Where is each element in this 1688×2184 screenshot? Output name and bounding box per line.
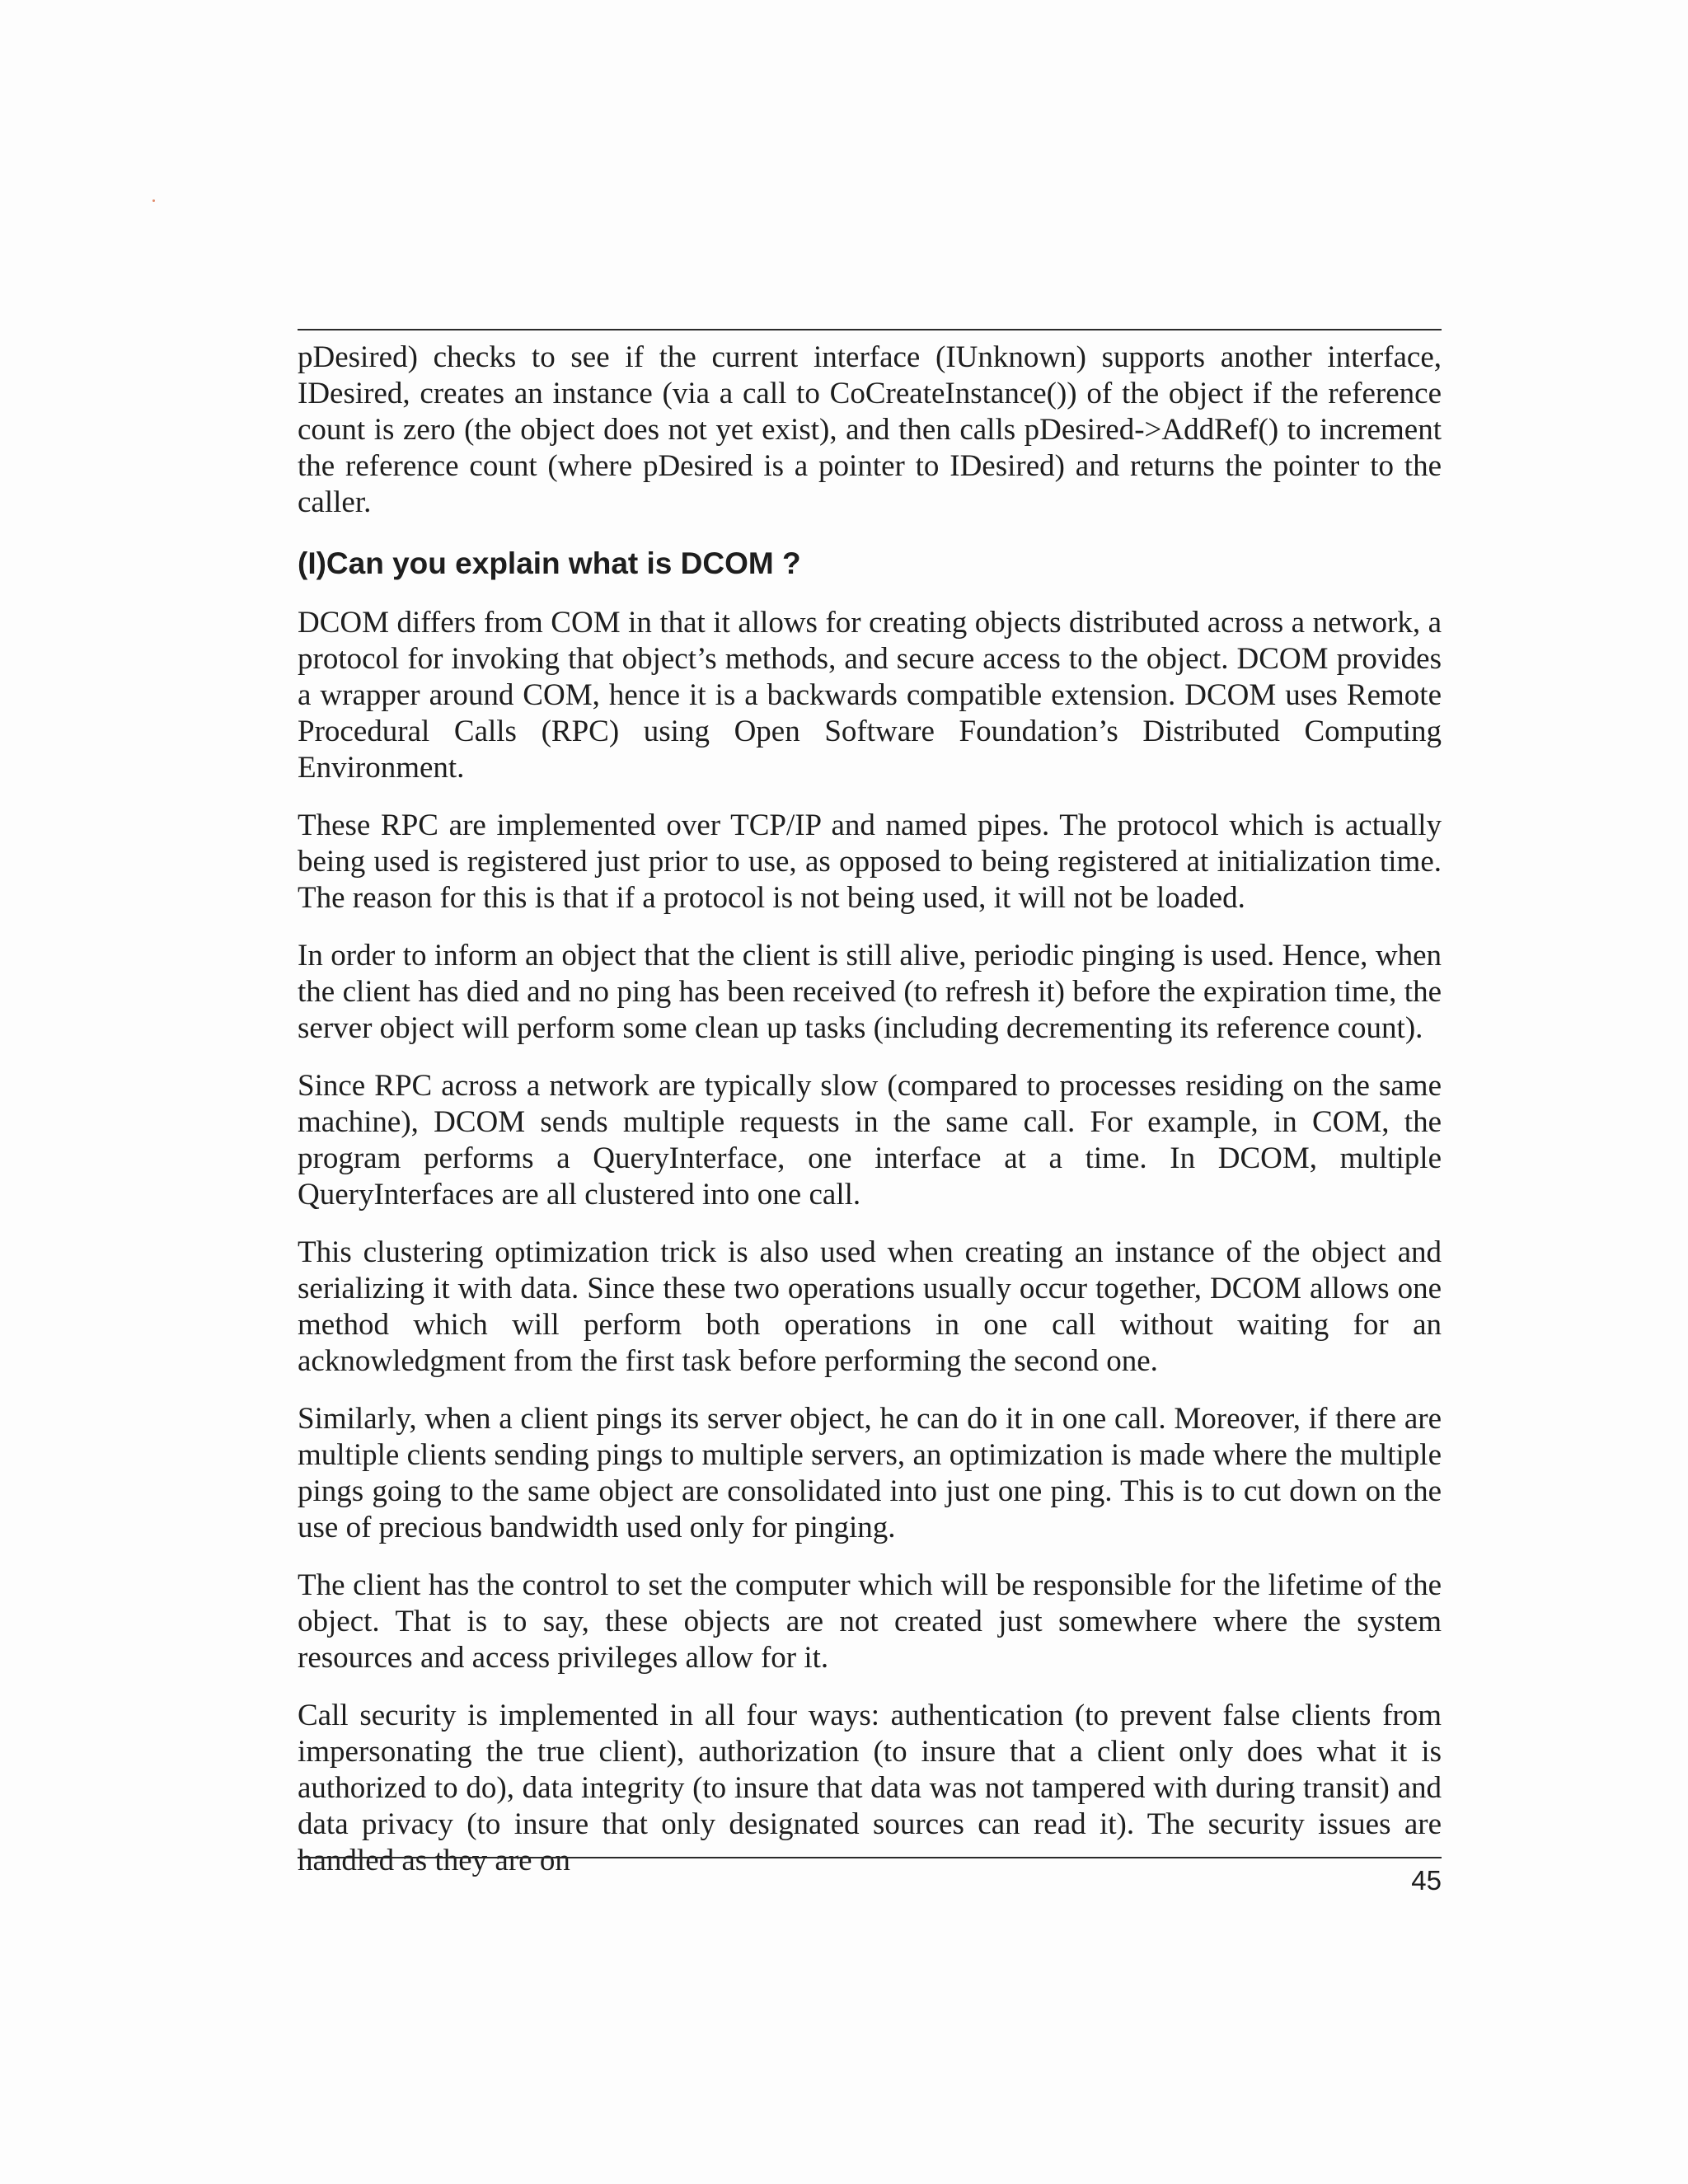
- body-paragraph-1: DCOM differs from COM in that it allows for creating objects distributed across a network, a protocol for invoking that object’s methods, and secure access to the object. DCOM provides a wrapper around COM, hence it is a backwards compatible extension. DCOM uses Remote Procedural Calls (RPC) using Open Software Foundation’s Distributed Computing Environment.: [298, 606, 1442, 785]
- scan-speck: [152, 199, 155, 202]
- body-paragraph-5: This clustering optimization trick is also used when creating an instance of the object and serializing it with data. Since these two operations usually occur together, DCOM allows one method which will perform both operations in one call without waiting for an acknowledgment from the first task before performing the second one.: [298, 1235, 1442, 1378]
- footer-rule: [298, 1857, 1442, 1858]
- section-heading: (I)Can you explain what is DCOM ?: [298, 546, 801, 580]
- body-paragraph-8: Call security is implemented in all four ways: authentication (to prevent false clients from impersonating the true client), authorization (to insure that a client only does what it is authorized to do), data integrity (to insure that data was not tampered with during transit) and data privacy (to insure that only designated sources can read it). The security issues are handled as they are on: [298, 1699, 1442, 1877]
- header-rule: [298, 329, 1442, 330]
- body-paragraph-6: Similarly, when a client pings its server object, he can do it in one call. Moreover, if there are multiple clients sending pings to multiple servers, an optimization is made where the multiple pings going to the same object are consolidated into just one ping. This is to cut down on the use of precious bandwidth used only for pinging.: [298, 1402, 1442, 1544]
- page-body: [298, 340, 1442, 1900]
- body-paragraph-7: The client has the control to set the computer which will be responsible for the lifetime of the object. That is to say, these objects are not created just somewhere where the system resources and access privileges allow for it.: [298, 1568, 1442, 1675]
- intro-paragraph: pDesired) checks to see if the current interface (IUnknown) supports another interface, IDesired, creates an instance (via a call to CoCreateInstance()) of the object if the reference count is zero (the object does not yet exist), and then calls pDesired->AddRef() to increment the reference count (where pDesired is a pointer to IDesired) and returns the pointer to the caller.: [298, 340, 1442, 519]
- body-paragraph-2: These RPC are implemented over TCP/IP and named pipes. The protocol which is actually being used is registered just prior to use, as opposed to being registered at initialization time. The reason for this is that if a protocol is not being used, it will not be loaded.: [298, 808, 1442, 915]
- body-paragraph-4: Since RPC across a network are typically slow (compared to processes residing on the same machine), DCOM sends multiple requests in the same call. For example, in COM, the program performs a QueryInterface, one interface at a time. In DCOM, multiple QueryInterfaces are all clustered into one call.: [298, 1069, 1442, 1212]
- body-paragraph-3: In order to inform an object that the client is still alive, periodic pinging is used. Hence, when the client has died and no ping has been received (to refresh it) before the expiration time, the server object will perform some clean up tasks (including decrementing its reference count).: [298, 939, 1442, 1045]
- page-number: 45: [1411, 1865, 1442, 1896]
